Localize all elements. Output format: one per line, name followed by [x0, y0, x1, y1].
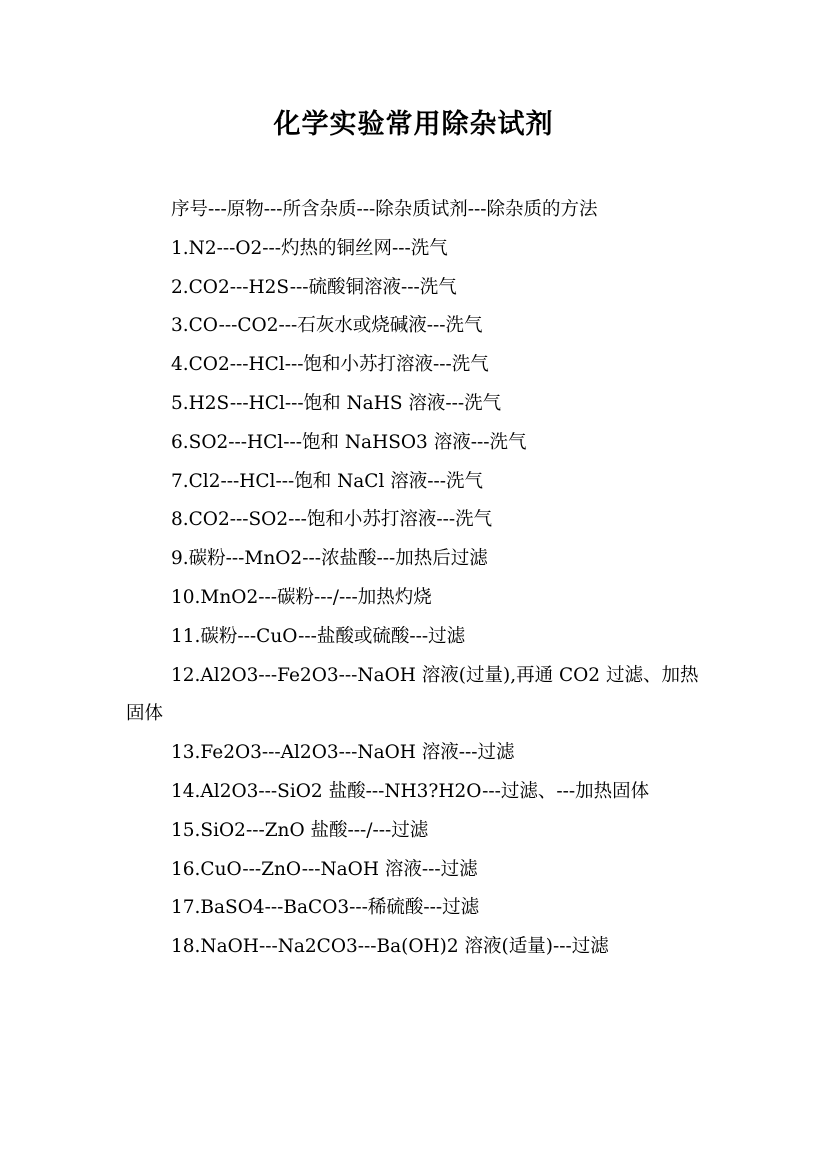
- paragraph-item-9: 9.碳粉---MnO2---浓盐酸---加热后过滤: [171, 548, 488, 570]
- paragraph-item-10: 10.MnO2---碳粉---/---加热灼烧: [171, 586, 432, 608]
- paragraph-item-17: 17.BaSO4---BaCO3---稀硫酸---过滤: [171, 897, 480, 919]
- paragraph-item-4: 4.CO2---HCl---饱和小苏打溶液---洗气: [171, 354, 489, 376]
- paragraph-item-8: 8.CO2---SO2---饱和小苏打溶液---洗气: [171, 509, 493, 531]
- paragraph-item-18: 18.NaOH---Na2CO3---Ba(OH)2 溶液(适量)---过滤: [171, 936, 609, 958]
- paragraph-item-14: 14.Al2O3---SiO2 盐酸---NH3?H2O---过滤、---加热固体: [171, 780, 650, 802]
- paragraph-header: 序号---原物---所含杂质---除杂质试剂---除杂质的方法: [171, 199, 598, 220]
- paragraph-item-2: 2.CO2---H2S---硫酸铜溶液---洗气: [171, 276, 457, 298]
- paragraph-item-13: 13.Fe2O3---Al2O3---NaOH 溶液---过滤: [171, 742, 515, 764]
- document-body: [126, 191, 716, 967]
- paragraph-item-12: 12.Al2O3---Fe2O3---NaOH 溶液(过量),再通 CO2 过滤、加热固体: [126, 664, 699, 725]
- paragraph-item-1: 1.N2---O2---灼热的铜丝网---洗气: [171, 237, 448, 259]
- paragraph-item-3: 3.CO---CO2---石灰水或烧碱液---洗气: [171, 315, 483, 337]
- paragraph-item-16: 16.CuO---ZnO---NaOH 溶液---过滤: [171, 858, 478, 880]
- paragraph-item-5: 5.H2S---HCl---饱和 NaHS 溶液---洗气: [171, 392, 502, 414]
- paragraph-item-7: 7.Cl2---HCl---饱和 NaCl 溶液---洗气: [171, 470, 484, 492]
- paragraph-item-11: 11.碳粉---CuO---盐酸或硫酸---过滤: [171, 625, 466, 647]
- paragraph-item-15: 15.SiO2---ZnO 盐酸---/---过滤: [171, 819, 429, 841]
- page-title: 化学实验常用除杂试剂: [273, 109, 554, 140]
- paragraph-item-6: 6.SO2---HCl---饱和 NaHSO3 溶液---洗气: [171, 431, 527, 453]
